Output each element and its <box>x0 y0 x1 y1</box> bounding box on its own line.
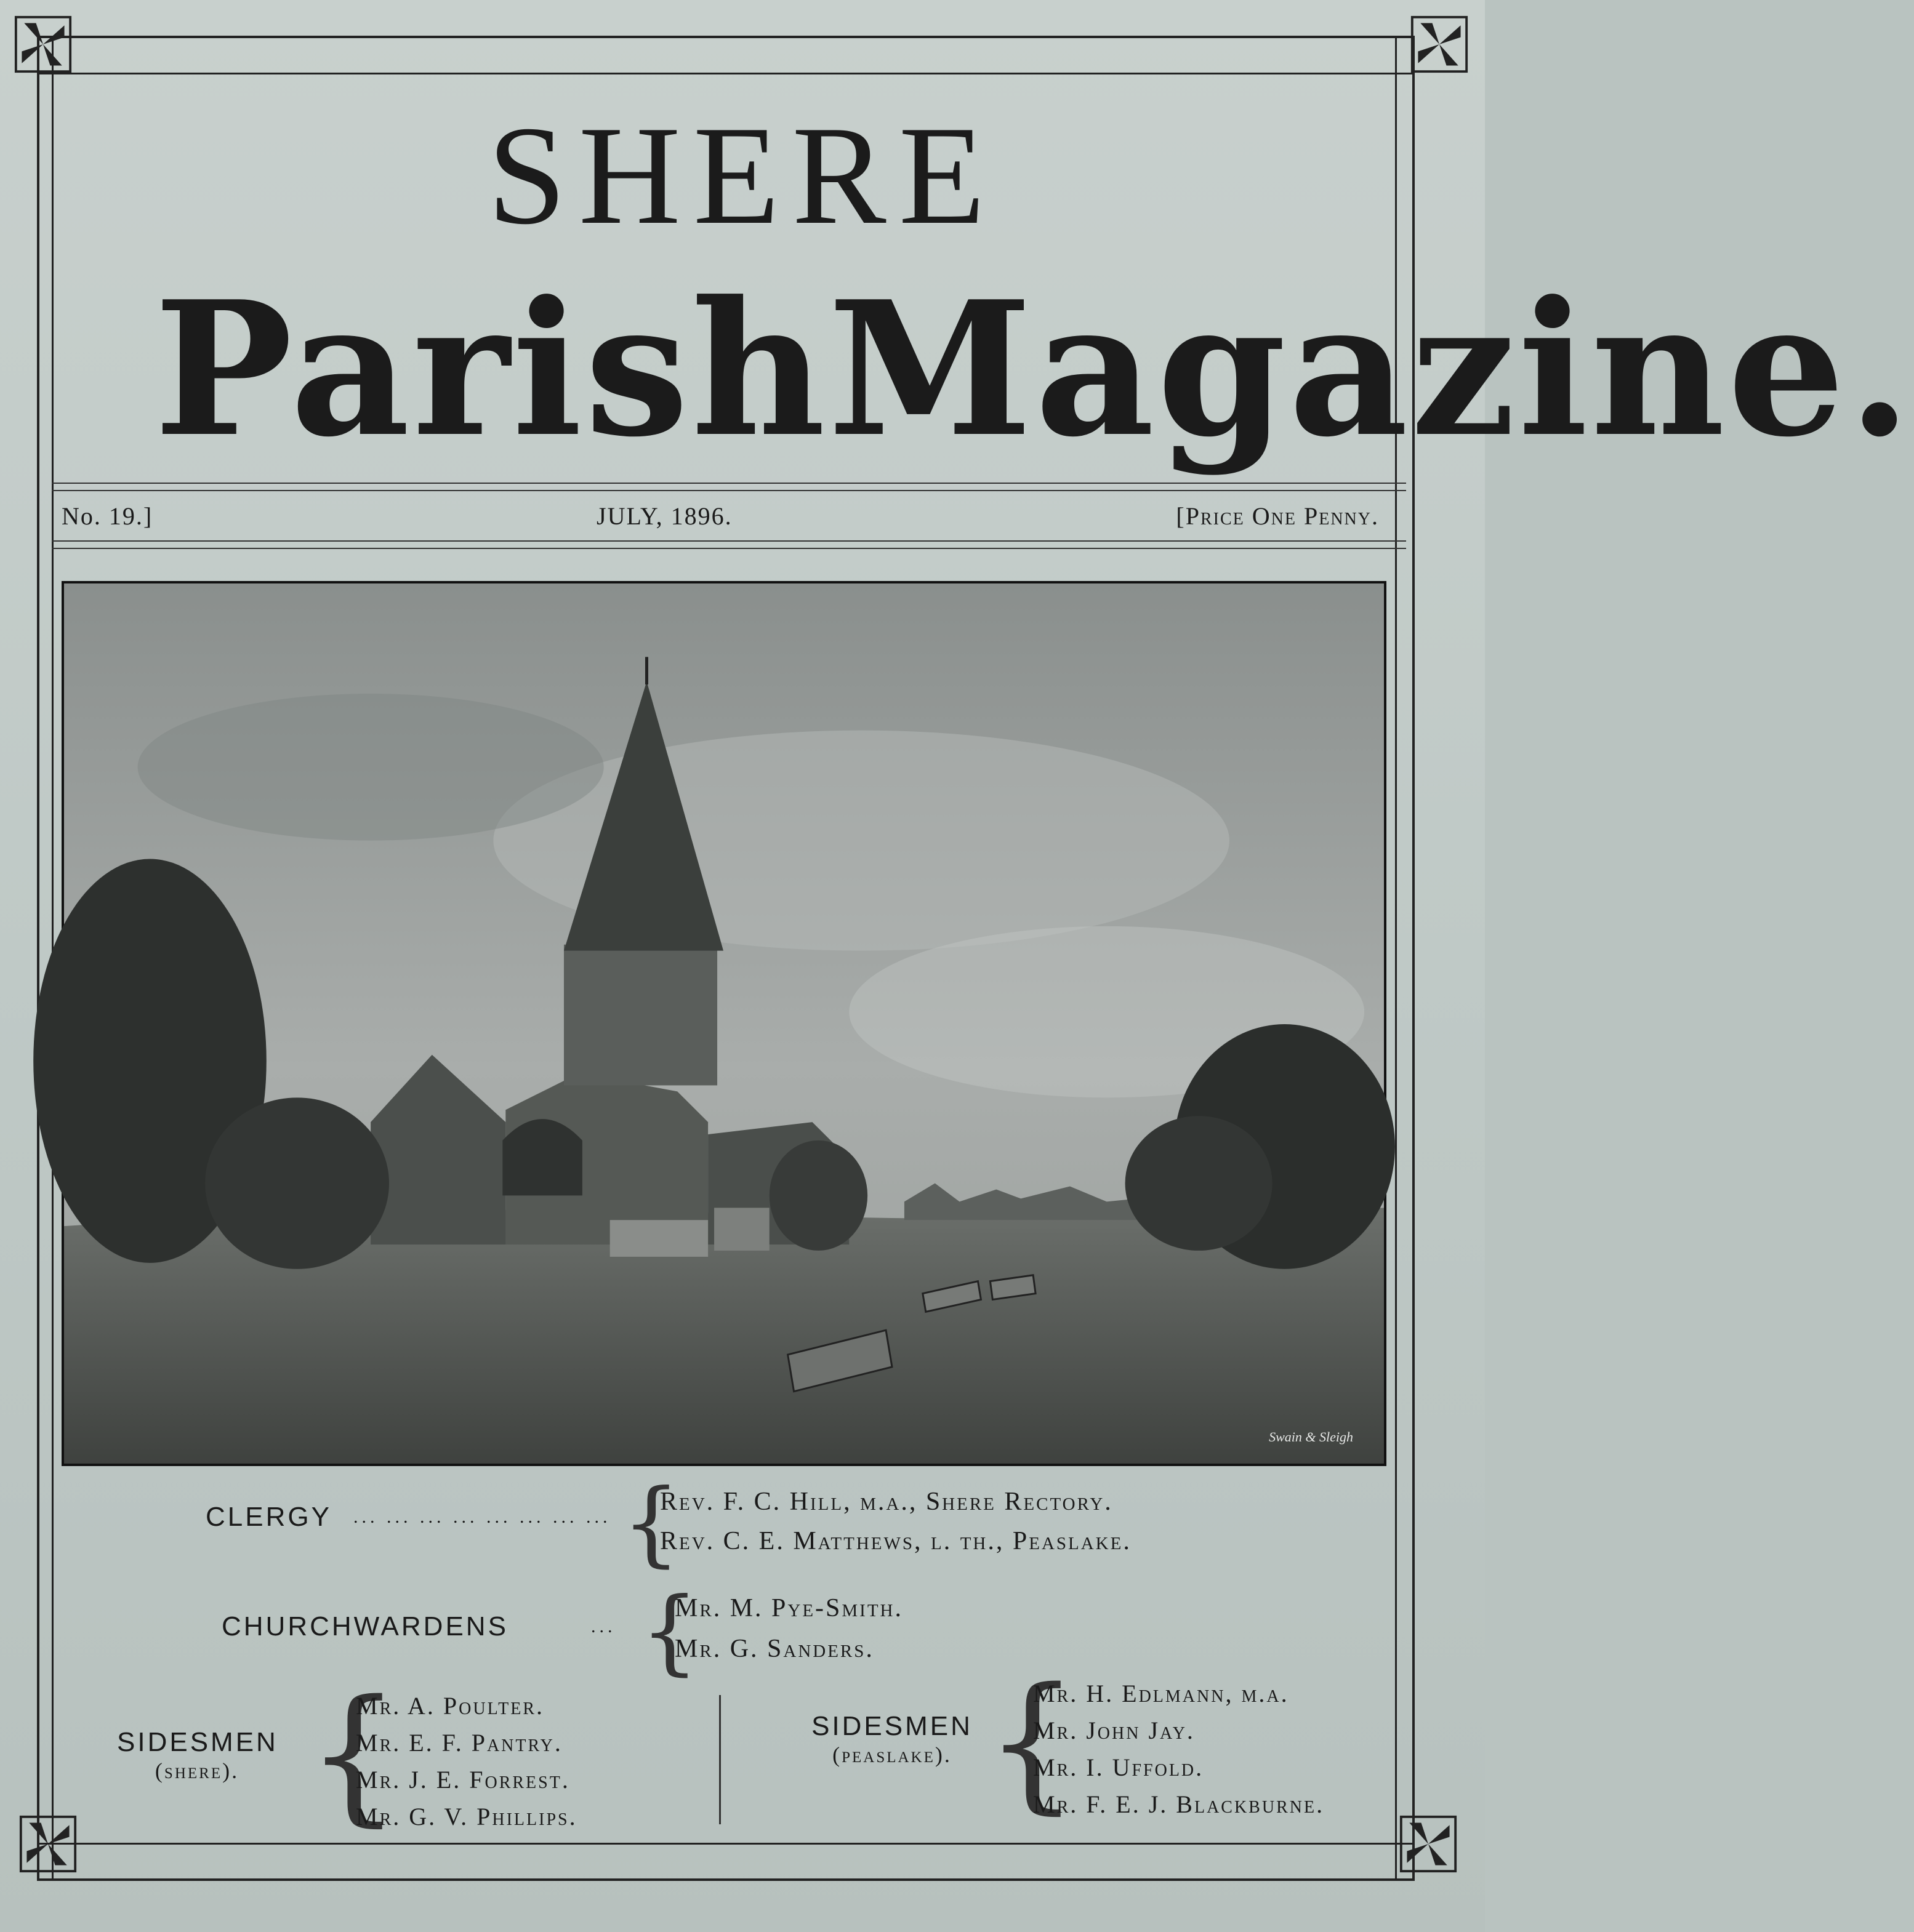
issue-info-row <box>62 497 1379 534</box>
churchwardens-label: CHURCHWARDENS <box>222 1611 509 1641</box>
cross-ornament-icon <box>1399 1814 1458 1874</box>
sidesman-name: Mr. J. E. Forrest. <box>356 1766 570 1794</box>
clergy-name: Rev. C. E. Matthews, l. th., Peaslake. <box>660 1527 1132 1555</box>
masthead-place: SHERE <box>487 97 998 254</box>
clergy-brace: { <box>622 1470 681 1577</box>
issue-date: JULY, 1896. <box>597 502 733 530</box>
issue-price: [Price One Penny. <box>1176 502 1379 530</box>
masthead-title-word2: Magazine. <box>827 260 1914 478</box>
issue-rule <box>52 548 1406 549</box>
sidesman-name: Mr. A. Poulter. <box>356 1692 545 1720</box>
sidesmen-peaslake-heading <box>790 1711 994 1768</box>
sidesmen-shere-sublabel: (shere). <box>155 1758 239 1783</box>
sidesman-name: Mr. H. Edlmann, m.a. <box>1033 1680 1289 1707</box>
sidesmen-shere-brace: { <box>307 1668 401 1840</box>
top-border-rule <box>37 73 1413 74</box>
engraver-signature: Swain & Sleigh <box>1269 1429 1353 1445</box>
churchwardens-leader: ... <box>591 1616 616 1637</box>
clergy-names <box>660 1482 1132 1561</box>
sidesmen-peaslake-brace: { <box>985 1656 1079 1828</box>
cross-ornament-icon <box>14 15 73 74</box>
bottom-border-rule <box>37 1843 1413 1845</box>
cross-ornament-icon <box>18 1814 78 1874</box>
churchwardens-names <box>675 1588 903 1669</box>
sidesmen-peaslake-label: SIDESMEN <box>811 1711 973 1741</box>
churchwarden-name: Mr. G. Sanders. <box>675 1635 874 1663</box>
church-engraving <box>62 581 1386 1466</box>
masthead-title-word1: Parish <box>154 260 828 478</box>
sidesmen-peaslake-sublabel: (peaslake). <box>832 1742 952 1767</box>
sidesmen-shere-names <box>356 1688 577 1835</box>
churchwardens-brace: { <box>640 1578 699 1685</box>
masthead-rule <box>52 483 1406 484</box>
sidesman-name: Mr. John Jay. <box>1033 1717 1195 1744</box>
clergy-name: Rev. F. C. Hill, m.a., Shere Rectory. <box>660 1488 1113 1516</box>
sidesman-name: Mr. I. Uffold. <box>1033 1754 1204 1781</box>
issue-rule <box>52 540 1406 542</box>
sidesmen-divider <box>719 1695 721 1824</box>
sidesman-name: Mr. F. E. J. Blackburne. <box>1033 1790 1325 1818</box>
sidesmen-shere-heading <box>117 1727 277 1784</box>
cross-ornament-icon <box>1410 15 1469 74</box>
clergy-label: CLERGY <box>206 1502 332 1532</box>
sidesman-name: Mr. G. V. Phillips. <box>356 1803 577 1830</box>
sidesmen-shere-label: SIDESMEN <box>117 1727 278 1757</box>
clergy-leader: ... ... ... ... ... ... ... ... <box>353 1507 611 1527</box>
issue-number: No. 19.] <box>62 502 153 530</box>
sidesmen-peaslake-names <box>1033 1675 1324 1823</box>
churchwarden-name: Mr. M. Pye-Smith. <box>675 1594 903 1622</box>
sidesman-name: Mr. E. F. Pantry. <box>356 1729 563 1757</box>
masthead-title <box>154 240 1914 478</box>
masthead-rule <box>52 490 1406 491</box>
